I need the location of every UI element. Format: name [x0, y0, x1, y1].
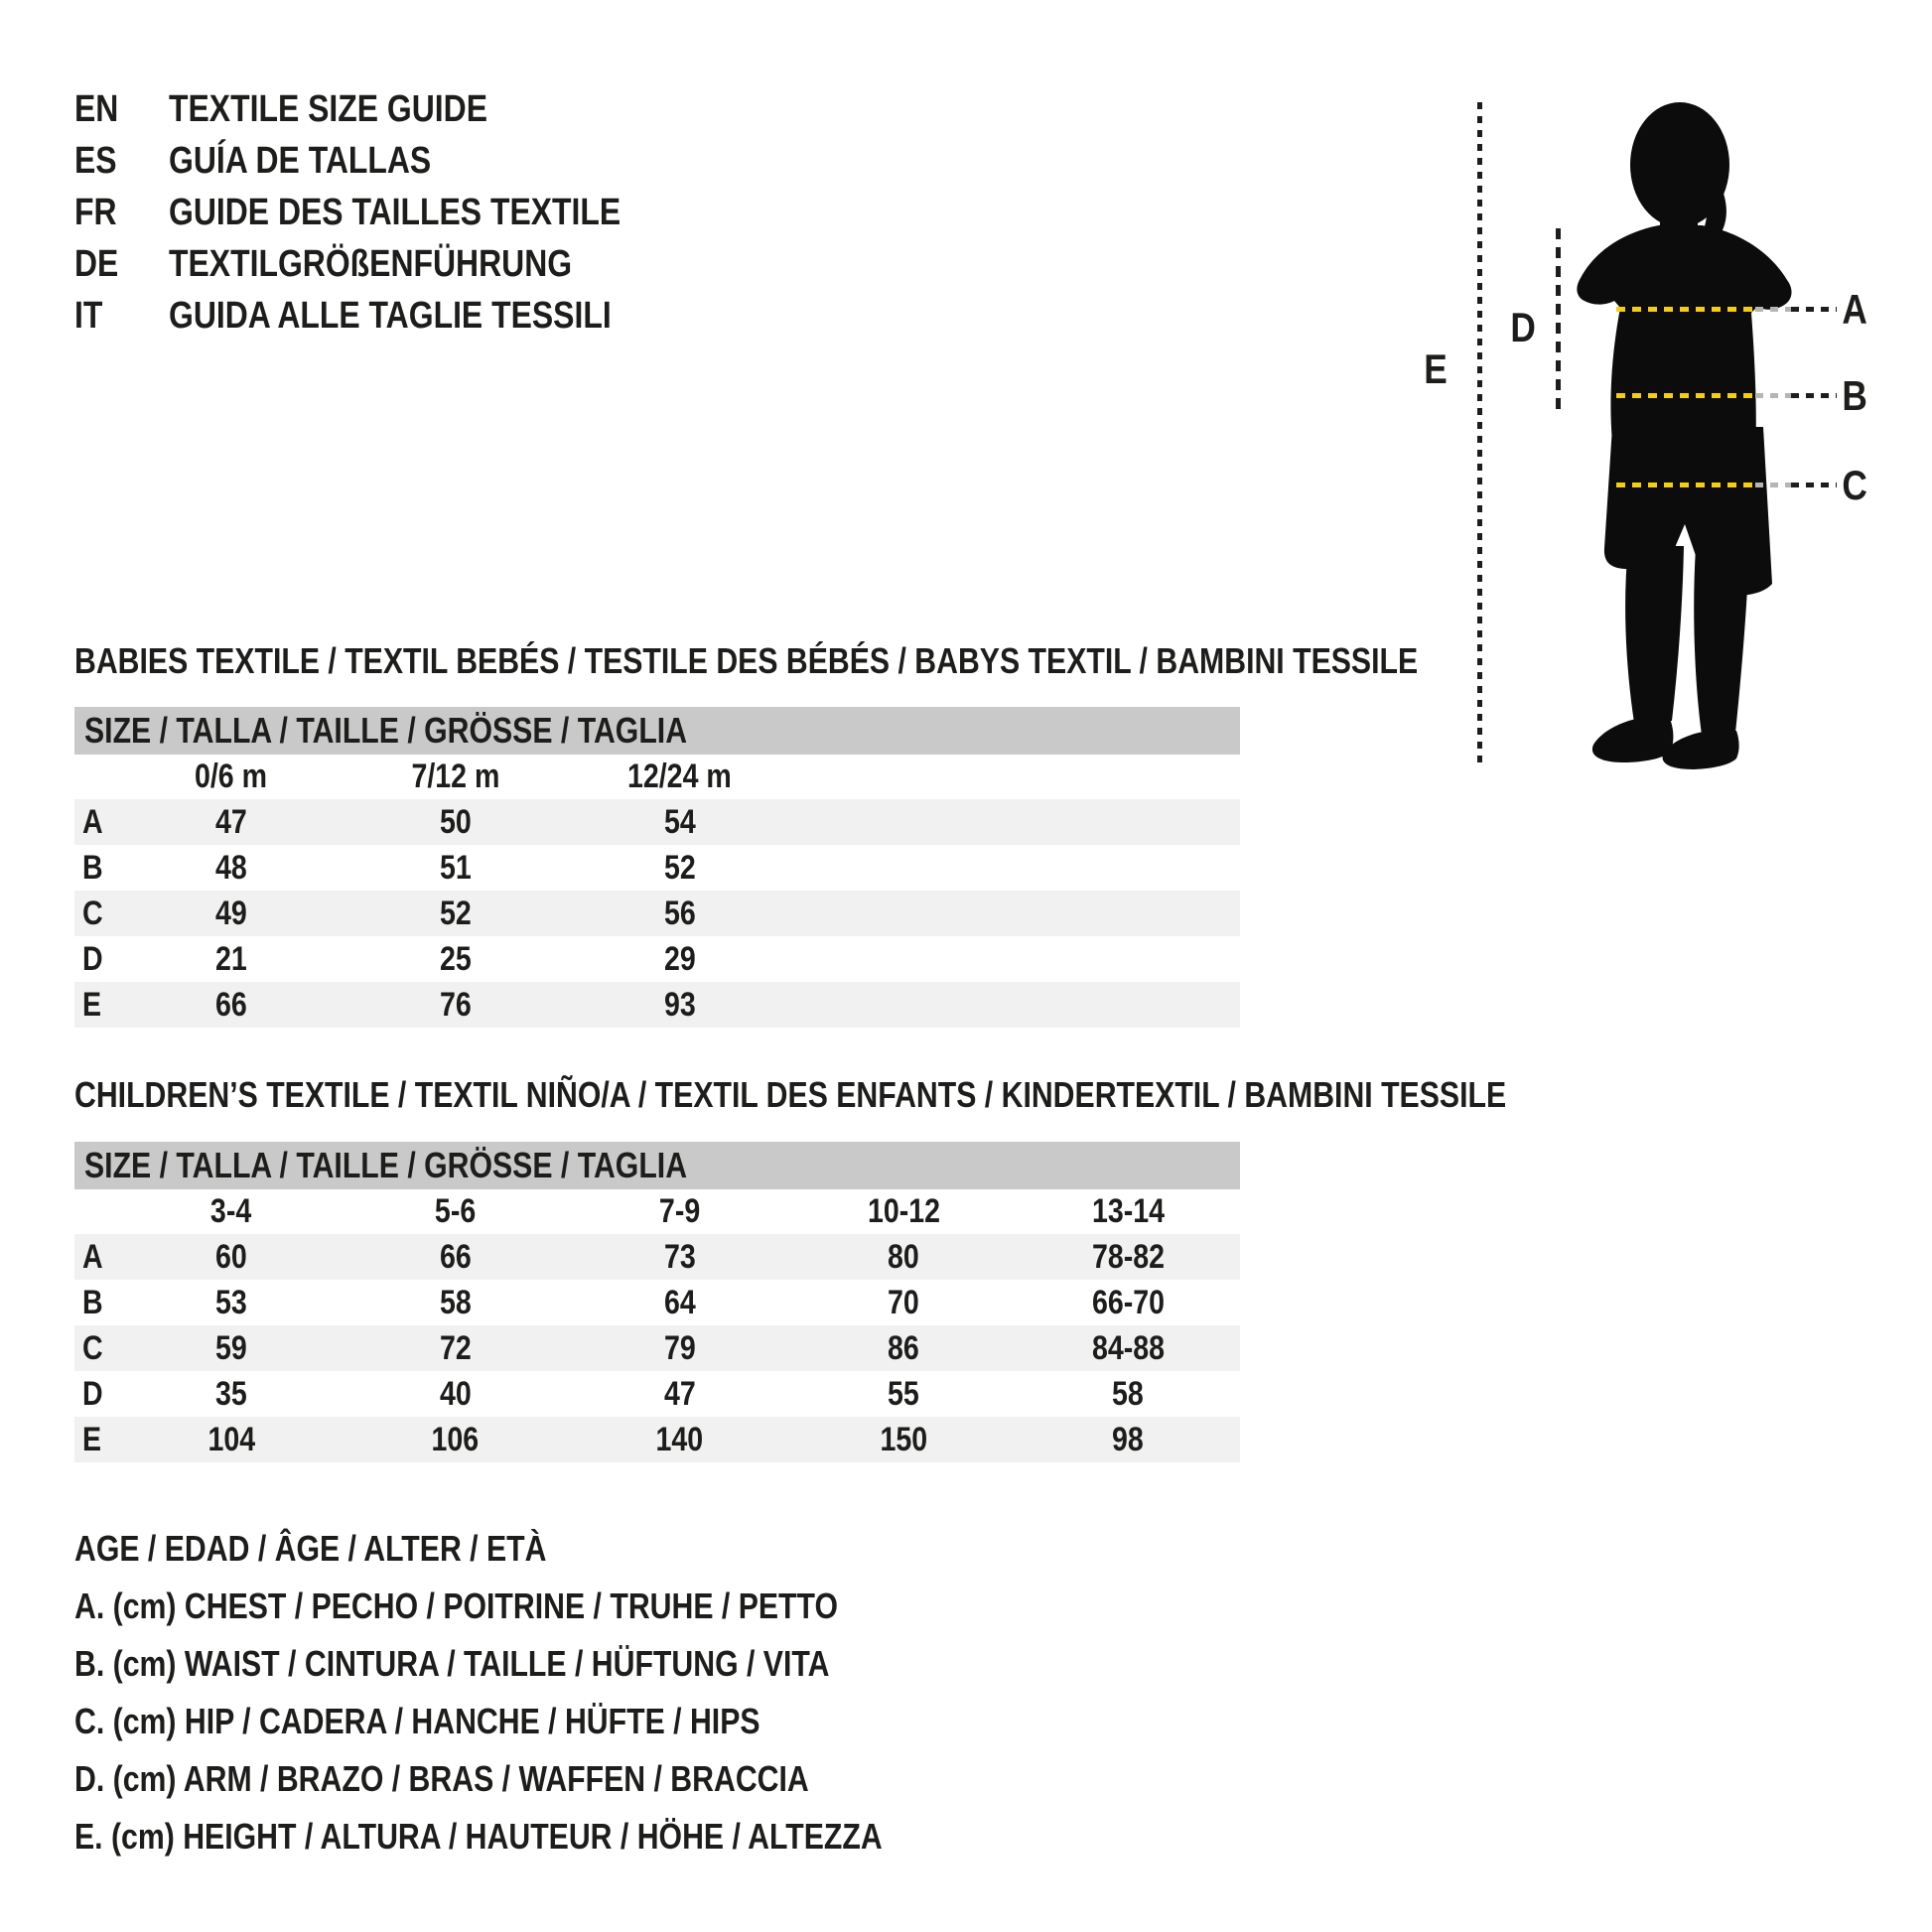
lang-row-en: [74, 83, 707, 135]
babies-size-table: [74, 707, 1240, 1028]
table-cell: 58: [1112, 1375, 1144, 1413]
legend-line-age: AGE / EDAD / ÂGE / ALTER / ETÀ: [74, 1528, 547, 1569]
figure-label-c: C: [1842, 462, 1867, 508]
lang-title-it: GUIDA ALLE TAGLIE TESSILI: [169, 295, 612, 337]
table-cell: 64: [663, 1284, 696, 1321]
babies-size-col-1: 0/6 m: [195, 758, 268, 795]
figure-label-b: B: [1842, 372, 1867, 419]
table-cell: 40: [439, 1375, 472, 1413]
row-label: B: [82, 1284, 103, 1321]
chest-measure-line-a-black: [1791, 307, 1837, 312]
row-label: E: [82, 986, 102, 1024]
table-cell: 29: [663, 940, 696, 978]
table-cell: 80: [888, 1238, 920, 1276]
lang-code-it: IT: [74, 295, 103, 337]
hip-measure-line-c-black: [1791, 483, 1837, 487]
table-cell: 49: [215, 895, 247, 932]
lang-title-fr: GUIDE DES TAILLES TEXTILE: [169, 192, 621, 233]
table-cell: 76: [439, 986, 472, 1024]
children-size-col-5: 13-14: [1091, 1192, 1165, 1230]
table-cell: 35: [215, 1375, 247, 1413]
babies-table-header-text: SIZE / TALLA / TAILLE / GRÖSSE / TAGLIA: [84, 710, 688, 751]
table-cell: 70: [888, 1284, 920, 1321]
measurement-legend: [74, 1529, 1036, 1874]
lang-row-de: [74, 238, 707, 290]
lang-title-de: TEXTILGRÖßENFÜHRUNG: [169, 243, 573, 285]
figure-label-d: D: [1510, 304, 1536, 350]
figure-label-e: E: [1424, 345, 1448, 392]
children-size-col-1: 3-4: [210, 1192, 252, 1230]
left-shoe-shape: [1592, 719, 1674, 762]
table-cell: 54: [663, 803, 696, 841]
figure-label-a: A: [1842, 286, 1867, 333]
babies-size-col-2: 7/12 m: [411, 758, 500, 795]
table-cell: 25: [439, 940, 472, 978]
table-cell: 52: [663, 849, 696, 887]
row-label: C: [82, 895, 103, 932]
waist-measure-line-b-yellow: [1616, 393, 1755, 398]
table-cell: 47: [663, 1375, 696, 1413]
children-table-row-b: [74, 1280, 1240, 1325]
table-cell: 72: [439, 1329, 472, 1367]
row-label: A: [82, 803, 103, 841]
children-size-col-3: 7-9: [658, 1192, 701, 1230]
lang-row-fr: [74, 187, 707, 238]
children-size-col-2: 5-6: [435, 1192, 477, 1230]
hip-measure-line-c-yellow: [1616, 483, 1755, 487]
table-cell: 66: [215, 986, 247, 1024]
table-cell: 98: [1112, 1421, 1144, 1458]
lang-code-es: ES: [74, 140, 117, 182]
row-label: C: [82, 1329, 103, 1367]
children-section-title: CHILDREN’S TEXTILE / TEXTIL NIÑO/A / TEXTIL DES ENFANTS / KINDERTEXTIL / BAMBINI TESSILE: [74, 1074, 1507, 1115]
lang-code-fr: FR: [74, 192, 117, 233]
babies-table-row-d: [74, 936, 1240, 982]
table-cell: 106: [431, 1421, 480, 1458]
babies-table-row-e: [74, 982, 1240, 1028]
lang-code-de: DE: [74, 243, 119, 285]
table-cell: 50: [439, 803, 472, 841]
lang-row-es: [74, 135, 707, 187]
children-table-header-text: SIZE / TALLA / TAILLE / GRÖSSE / TAGLIA: [84, 1145, 688, 1185]
table-cell: 104: [207, 1421, 255, 1458]
legend-line-a-chest: A. (cm) CHEST / PECHO / POITRINE / TRUHE / PETTO: [74, 1586, 838, 1626]
children-table-row-d: [74, 1371, 1240, 1417]
babies-table-row-a: [74, 799, 1240, 845]
children-size-columns-row: [74, 1189, 1240, 1234]
table-cell: 78-82: [1091, 1238, 1165, 1276]
legend-line-e-height: E. (cm) HEIGHT / ALTURA / HAUTEUR / HÖHE / ALTEZZA: [74, 1816, 883, 1857]
legend-line-d-arm: D. (cm) ARM / BRAZO / BRAS / WAFFEN / BRACCIA: [74, 1758, 809, 1799]
babies-table-header-bar: [74, 707, 1240, 755]
right-shoe-shape: [1663, 731, 1739, 769]
row-label: B: [82, 849, 103, 887]
left-leg-shape: [1625, 546, 1684, 723]
table-cell: 56: [663, 895, 696, 932]
row-label: E: [82, 1421, 102, 1458]
babies-size-columns-row: [74, 755, 1240, 799]
language-title-block: [74, 83, 707, 342]
babies-size-col-3: 12/24 m: [627, 758, 732, 795]
children-table-row-a: [74, 1234, 1240, 1280]
babies-table-row-b: [74, 845, 1240, 891]
table-cell: 73: [663, 1238, 696, 1276]
row-label: A: [82, 1238, 103, 1276]
right-leg-shape: [1694, 548, 1749, 735]
table-cell: 140: [655, 1421, 704, 1458]
table-cell: 66-70: [1091, 1284, 1165, 1321]
waist-measure-line-b-black: [1791, 393, 1837, 398]
table-cell: 58: [439, 1284, 472, 1321]
row-label: D: [82, 1375, 103, 1413]
lang-row-it: [74, 290, 707, 342]
children-table-row-e: [74, 1417, 1240, 1462]
row-label: D: [82, 940, 103, 978]
table-cell: 66: [439, 1238, 472, 1276]
chest-measure-line-a-yellow: [1616, 307, 1755, 312]
lang-code-en: EN: [74, 88, 119, 130]
table-cell: 79: [663, 1329, 696, 1367]
table-cell: 55: [888, 1375, 920, 1413]
chest-measure-line-a-fade: [1755, 307, 1791, 312]
table-cell: 60: [215, 1238, 247, 1276]
children-table-row-c: [74, 1325, 1240, 1371]
children-size-table: [74, 1142, 1240, 1462]
babies-section-title: BABIES TEXTILE / TEXTIL BEBÉS / TESTILE DES BÉBÉS / BABYS TEXTIL / BAMBINI TESSILE: [74, 640, 1419, 681]
table-cell: 59: [215, 1329, 247, 1367]
babies-table-row-c: [74, 891, 1240, 936]
lang-title-es: GUÍA DE TALLAS: [169, 140, 432, 182]
table-cell: 93: [663, 986, 696, 1024]
table-cell: 47: [215, 803, 247, 841]
children-size-col-4: 10-12: [867, 1192, 940, 1230]
table-cell: 21: [215, 940, 247, 978]
lang-title-en: TEXTILE SIZE GUIDE: [169, 88, 488, 130]
waist-measure-line-b-fade: [1755, 393, 1791, 398]
arm-measure-line-d: [1556, 228, 1561, 417]
table-cell: 84-88: [1091, 1329, 1165, 1367]
children-table-header-bar: [74, 1142, 1240, 1189]
table-cell: 51: [439, 849, 472, 887]
legend-line-c-hip: C. (cm) HIP / CADERA / HANCHE / HÜFTE / HIPS: [74, 1701, 760, 1741]
table-cell: 52: [439, 895, 472, 932]
table-cell: 48: [215, 849, 247, 887]
hip-measure-line-c-fade: [1755, 483, 1791, 487]
legend-line-b-waist: B. (cm) WAIST / CINTURA / TAILLE / HÜFTUNG / VITA: [74, 1643, 830, 1684]
table-cell: 53: [215, 1284, 247, 1321]
table-cell: 150: [880, 1421, 928, 1458]
table-cell: 86: [888, 1329, 920, 1367]
